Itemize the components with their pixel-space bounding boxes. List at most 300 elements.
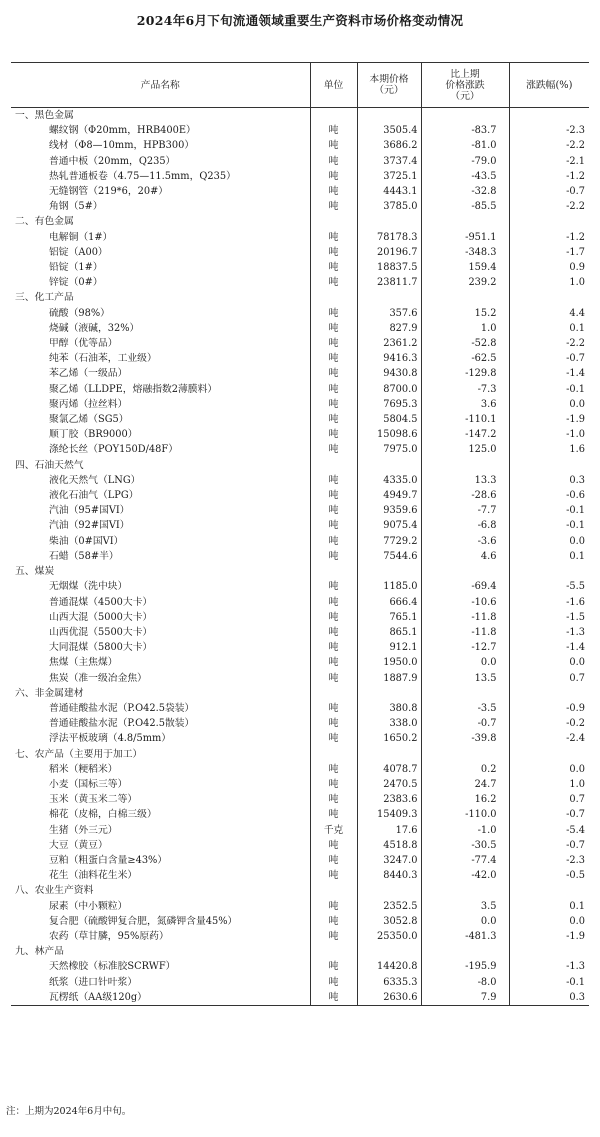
price-change-cell: -8.0 [421,975,509,990]
current-price-cell [357,747,421,762]
unit-cell: 吨 [310,473,357,488]
product-name-cell: 螺纹钢（Φ20mm，HRB400E） [49,125,196,137]
table-row [11,336,589,351]
category-name-cell: 五、煤炭 [15,566,55,578]
unit-cell: 吨 [310,245,357,260]
unit-cell: 吨 [310,549,357,564]
table-row [11,503,589,518]
page-title: 2024年6月下旬流通领域重要生产资料市场价格变动情况 [136,13,464,28]
current-price-cell: 357.6 [357,306,421,321]
table-row [11,899,589,914]
unit-cell: 吨 [310,230,357,245]
current-price-cell: 15409.3 [357,807,421,822]
product-name-cell: 无缝钢管（219*6，20#） [49,186,169,198]
unit-cell [310,944,357,959]
unit-cell [310,686,357,701]
change-percent-cell: 0.0 [509,655,589,670]
unit-cell: 吨 [310,397,357,412]
unit-cell: 吨 [310,169,357,184]
unit-cell: 吨 [310,929,357,944]
current-price-cell: 4335.0 [357,473,421,488]
product-name-cell: 玉米（黄玉米二等） [49,794,138,806]
current-price-cell: 25350.0 [357,929,421,944]
table-row [11,823,589,838]
table-row [11,382,589,397]
change-percent-cell: -0.1 [509,503,589,518]
product-name-cell: 焦炭（准一级冶金焦） [49,672,147,684]
change-percent-cell: 4.4 [509,306,589,321]
table-row [11,306,589,321]
category-row [11,564,589,579]
price-change-cell: -11.8 [421,625,509,640]
product-name-cell: 顺丁胶（BR9000） [49,429,138,441]
unit-cell: 吨 [310,382,357,397]
product-name-cell: 聚丙烯（拉丝料） [49,398,128,410]
category-row [11,883,589,898]
current-price-cell: 4443.1 [357,184,421,199]
unit-cell: 吨 [310,321,357,336]
product-name-cell: 棉花（皮棉，白棉三级） [49,809,157,821]
change-percent-cell: 0.3 [509,473,589,488]
category-row [11,108,589,124]
price-change-cell: -42.0 [421,868,509,883]
current-price-cell: 23811.7 [357,275,421,290]
current-price-cell: 5804.5 [357,412,421,427]
price-change-cell [421,214,509,229]
product-name-cell: 山西优混（5500大卡） [49,626,153,638]
change-percent-cell: 0.9 [509,260,589,275]
table-row [11,549,589,564]
unit-cell: 吨 [310,595,357,610]
unit-cell: 吨 [310,990,357,1006]
product-name-cell: 汽油（95#国VI） [49,505,130,517]
price-change-cell [421,747,509,762]
change-percent-cell: -2.2 [509,199,589,214]
change-percent-cell: -2.2 [509,336,589,351]
price-change-cell: -348.3 [421,245,509,260]
current-price-cell: 7544.6 [357,549,421,564]
unit-cell: 吨 [310,762,357,777]
price-change-cell: 0.0 [421,914,509,929]
price-change-cell: -30.5 [421,838,509,853]
price-change-cell: -110.1 [421,412,509,427]
current-price-cell [357,564,421,579]
table-row [11,853,589,868]
unit-cell: 吨 [310,336,357,351]
unit-cell: 吨 [310,366,357,381]
table-row [11,731,589,746]
price-change-cell: 4.6 [421,549,509,564]
price-change-cell: 1.0 [421,321,509,336]
header-price-change-line2: 价格涨跌 [445,79,485,91]
price-table [11,62,589,1006]
category-name-cell: 八、农业生产资料 [15,885,94,897]
price-change-cell: -43.5 [421,169,509,184]
unit-cell [310,108,357,124]
price-change-cell: 239.2 [421,275,509,290]
price-change-cell: -3.6 [421,534,509,549]
price-change-cell [421,290,509,305]
price-change-cell: -52.8 [421,336,509,351]
table-row [11,184,589,199]
unit-cell: 吨 [310,306,357,321]
change-percent-cell: 0.0 [509,534,589,549]
current-price-cell: 338.0 [357,716,421,731]
table-row [11,518,589,533]
change-percent-cell [509,883,589,898]
change-percent-cell [509,686,589,701]
change-percent-cell: -0.7 [509,838,589,853]
price-change-cell: -11.8 [421,610,509,625]
current-price-cell: 1950.0 [357,655,421,670]
unit-cell: 吨 [310,123,357,138]
table-row [11,321,589,336]
header-unit: 单位 [310,63,357,108]
unit-cell: 吨 [310,731,357,746]
unit-cell [310,290,357,305]
category-name-cell: 三、化工产品 [15,292,74,304]
product-name-cell: 聚氯乙烯（SG5） [49,414,129,426]
change-percent-cell: -1.2 [509,169,589,184]
price-change-cell: -481.3 [421,929,509,944]
change-percent-cell: -0.1 [509,382,589,397]
unit-cell: 吨 [310,838,357,853]
table-row [11,838,589,853]
current-price-cell: 9430.8 [357,366,421,381]
table-row [11,442,589,457]
category-row [11,458,589,473]
change-percent-cell: -0.1 [509,975,589,990]
price-change-cell: 13.3 [421,473,509,488]
header-price-change [421,63,509,108]
change-percent-cell: -2.3 [509,853,589,868]
product-name-cell: 纸浆（进口针叶浆） [49,976,138,988]
current-price-cell [357,458,421,473]
table-row [11,914,589,929]
category-row [11,214,589,229]
table-row [11,199,589,214]
unit-cell: 吨 [310,914,357,929]
product-name-cell: 普通硅酸盐水泥（P.O42.5散装） [49,718,195,730]
change-percent-cell [509,290,589,305]
table-row [11,959,589,974]
change-percent-cell: 0.7 [509,671,589,686]
unit-cell: 吨 [310,184,357,199]
current-price-cell: 666.4 [357,595,421,610]
current-price-cell: 2352.5 [357,899,421,914]
product-name-cell: 小麦（国标三等） [49,778,128,790]
category-row [11,944,589,959]
change-percent-cell: -0.7 [509,807,589,822]
unit-cell: 吨 [310,351,357,366]
price-change-cell: 159.4 [421,260,509,275]
table-row [11,625,589,640]
unit-cell [310,214,357,229]
unit-cell: 吨 [310,199,357,214]
price-change-cell: 13.5 [421,671,509,686]
footnote: 注：上期为2024年6月中旬。 [6,1106,132,1117]
unit-cell: 吨 [310,154,357,169]
header-price-change-line3: （元） [450,90,480,102]
current-price-cell [357,686,421,701]
current-price-cell: 3725.1 [357,169,421,184]
unit-cell [310,883,357,898]
table-row [11,701,589,716]
change-percent-cell: 0.0 [509,914,589,929]
price-change-cell: -79.0 [421,154,509,169]
current-price-cell: 9416.3 [357,351,421,366]
price-change-cell [421,944,509,959]
change-percent-cell: 0.1 [509,549,589,564]
product-name-cell: 复合肥（硫酸钾复合肥，氮磷钾含量45%） [49,915,238,927]
table-row [11,595,589,610]
price-change-cell: -129.8 [421,366,509,381]
change-percent-cell: 0.0 [509,397,589,412]
change-percent-cell: -0.1 [509,518,589,533]
unit-cell: 吨 [310,138,357,153]
unit-cell: 千克 [310,823,357,838]
product-name-cell: 天然橡胶（标准胶SCRWF） [49,961,176,973]
table-row [11,762,589,777]
product-name-cell: 纯苯（石油苯，工业级） [49,353,157,365]
table-row [11,397,589,412]
product-name-cell: 尿素（中小颗粒） [49,900,128,912]
change-percent-cell: 0.0 [509,762,589,777]
current-price-cell: 2361.2 [357,336,421,351]
change-percent-cell [509,747,589,762]
table-row [11,534,589,549]
price-change-cell: -0.7 [421,716,509,731]
header-current-price [357,63,421,108]
unit-cell: 吨 [310,853,357,868]
current-price-cell: 9359.6 [357,503,421,518]
unit-cell: 吨 [310,777,357,792]
current-price-cell: 2470.5 [357,777,421,792]
current-price-cell: 2630.6 [357,990,421,1006]
current-price-cell: 865.1 [357,625,421,640]
current-price-cell: 1650.2 [357,731,421,746]
change-percent-cell: -2.2 [509,138,589,153]
table-row [11,579,589,594]
price-change-cell: -1.0 [421,823,509,838]
change-percent-cell: -5.5 [509,579,589,594]
current-price-cell: 380.8 [357,701,421,716]
price-change-cell: -28.6 [421,488,509,503]
unit-cell: 吨 [310,579,357,594]
unit-cell: 吨 [310,610,357,625]
product-name-cell: 电解铜（1#） [49,231,113,243]
current-price-cell: 8700.0 [357,382,421,397]
table-row [11,716,589,731]
price-change-cell: -85.5 [421,199,509,214]
price-change-cell: -951.1 [421,230,509,245]
unit-cell: 吨 [310,412,357,427]
change-percent-cell: -1.0 [509,427,589,442]
change-percent-cell: -1.9 [509,412,589,427]
current-price-cell: 78178.3 [357,230,421,245]
price-change-cell: -6.8 [421,518,509,533]
product-name-cell: 大豆（黄豆） [49,839,108,851]
product-name-cell: 石蜡（58#半） [49,550,119,562]
current-price-cell: 4949.7 [357,488,421,503]
price-change-cell: -83.7 [421,123,509,138]
table-row [11,230,589,245]
unit-cell: 吨 [310,975,357,990]
current-price-cell: 3785.0 [357,199,421,214]
price-change-cell: -110.0 [421,807,509,822]
price-change-cell: 125.0 [421,442,509,457]
current-price-cell: 1185.0 [357,579,421,594]
current-price-cell: 3737.4 [357,154,421,169]
price-change-cell [421,564,509,579]
table-row [11,777,589,792]
product-name-cell: 线材（Φ8—10mm，HPB300） [49,140,195,152]
price-change-cell [421,883,509,898]
table-row [11,245,589,260]
unit-cell: 吨 [310,899,357,914]
price-change-cell: -62.5 [421,351,509,366]
current-price-cell: 765.1 [357,610,421,625]
product-name-cell: 普通中板（20mm，Q235） [49,155,176,167]
change-percent-cell: 1.0 [509,275,589,290]
table-body [11,108,589,1006]
category-row [11,290,589,305]
unit-cell: 吨 [310,427,357,442]
table-row [11,138,589,153]
unit-cell: 吨 [310,442,357,457]
product-name-cell: 普通硅酸盐水泥（P.O42.5袋装） [49,702,195,714]
product-name-cell: 柴油（0#国VI） [49,535,124,547]
price-change-cell [421,108,509,124]
current-price-cell: 6335.3 [357,975,421,990]
change-percent-cell [509,944,589,959]
change-percent-cell [509,458,589,473]
price-change-cell: -69.4 [421,579,509,594]
change-percent-cell: -0.9 [509,701,589,716]
product-name-cell: 瓦楞纸（AA级120g） [11,990,310,1006]
product-name-cell: 普通混煤（4500大卡） [49,596,153,608]
current-price-cell: 3052.8 [357,914,421,929]
header-current-price-line1: 本期价格 [369,74,409,85]
product-name-cell: 角钢（5#） [49,201,103,213]
table-row [11,488,589,503]
table-row [11,169,589,184]
current-price-cell: 1887.9 [357,671,421,686]
unit-cell: 吨 [310,275,357,290]
header-current-price-line2: （元） [374,85,404,96]
price-table-container [11,62,589,1006]
current-price-cell: 4078.7 [357,762,421,777]
header-row [11,63,589,108]
product-name-cell: 农药（草甘膦，95%原药） [49,930,169,942]
category-row [11,747,589,762]
product-name-cell: 焦煤（主焦煤） [49,657,118,669]
table-row [11,929,589,944]
table-row [11,260,589,275]
price-change-cell: 16.2 [421,792,509,807]
current-price-cell: 7975.0 [357,442,421,457]
product-name-cell: 生猪（外三元） [49,824,118,836]
price-change-cell [421,458,509,473]
category-name-cell: 六、非金属建材 [15,687,84,699]
current-price-cell: 14420.8 [357,959,421,974]
current-price-cell: 827.9 [357,321,421,336]
table-row [11,655,589,670]
price-change-cell: 3.5 [421,899,509,914]
category-row [11,686,589,701]
price-change-cell: -81.0 [421,138,509,153]
table-row [11,366,589,381]
unit-cell: 吨 [310,518,357,533]
table-row [11,990,589,1006]
price-change-cell: 0.2 [421,762,509,777]
table-row [11,427,589,442]
price-change-cell: 15.2 [421,306,509,321]
change-percent-cell: 0.3 [509,990,589,1006]
change-percent-cell: -2.3 [509,123,589,138]
table-row [11,868,589,883]
change-percent-cell: -0.6 [509,488,589,503]
current-price-cell: 15098.6 [357,427,421,442]
change-percent-cell [509,108,589,124]
price-change-cell: -7.3 [421,382,509,397]
price-change-cell: 7.9 [421,990,509,1006]
table-row [11,792,589,807]
product-name-cell: 无烟煤（洗中块） [49,581,128,593]
product-name-cell: 山西大混（5000大卡） [49,611,153,623]
product-name-cell: 液化天然气（LNG） [49,474,141,486]
current-price-cell: 9075.4 [357,518,421,533]
table-row [11,610,589,625]
current-price-cell: 17.6 [357,823,421,838]
unit-cell: 吨 [310,807,357,822]
category-name-cell: 四、石油天然气 [15,459,84,471]
unit-cell [310,458,357,473]
unit-cell: 吨 [310,868,357,883]
header-price-change-line1: 比上期 [450,68,480,80]
unit-cell: 吨 [310,959,357,974]
current-price-cell: 18837.5 [357,260,421,275]
unit-cell: 吨 [310,488,357,503]
change-percent-cell: 1.6 [509,442,589,457]
current-price-cell [357,883,421,898]
change-percent-cell: -1.2 [509,230,589,245]
price-change-cell: -12.7 [421,640,509,655]
product-name-cell: 花生（油料花生米） [49,870,138,882]
product-name-cell: 苯乙烯（一级品） [49,368,128,380]
current-price-cell: 7729.2 [357,534,421,549]
current-price-cell [357,290,421,305]
current-price-cell: 912.1 [357,640,421,655]
current-price-cell: 3505.4 [357,123,421,138]
product-name-cell: 大同混煤（5800大卡） [49,642,153,654]
current-price-cell: 2383.6 [357,792,421,807]
header-change-percent: 涨跌幅(%) [509,63,589,108]
table-row [11,975,589,990]
unit-cell [310,747,357,762]
change-percent-cell: -1.3 [509,625,589,640]
change-percent-cell: -1.9 [509,929,589,944]
product-name-cell: 烧碱（液碱，32%） [49,322,140,334]
change-percent-cell: -0.7 [509,351,589,366]
table-row [11,275,589,290]
product-name-cell: 硫酸（98%） [49,307,110,319]
change-percent-cell: -1.4 [509,366,589,381]
table-row [11,351,589,366]
price-change-cell: -147.2 [421,427,509,442]
change-percent-cell: -0.7 [509,184,589,199]
current-price-cell [357,108,421,124]
